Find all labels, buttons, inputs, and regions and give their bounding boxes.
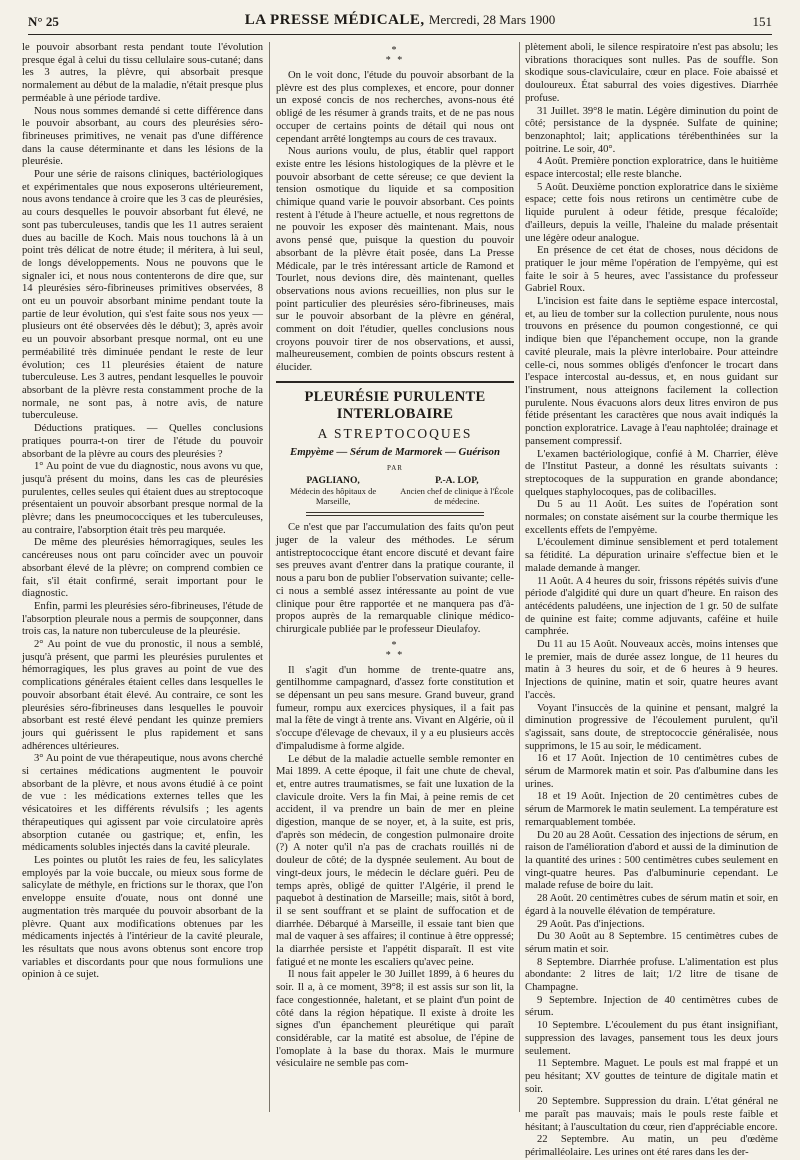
- paragraph: 20 Septembre. Suppression du drain. L'état général ne me paraît pas mauvais; mais le pouls reste faible et hésitant; à l'auscultation du cœur, rien d'appréciable encore.: [525, 1096, 778, 1133]
- paragraph: L'incision est faite dans le septième espace intercostal, et, au lieu de tomber sur la collection purulente, nous nous trouvons en présence du poumon congestionné, ce qui indique bien que l'épanchement occupe, non la grande cavité pleurale, mais la plèvre interlobaire. Pour atteindre celle-ci, nous sommes obligés d'enfoncer le trocart dans l'espace intercostal au-dessus, et, en nous guidant sur l'instrument, nous atteignons facilement la collection purulente. Nous évacuons alors deux litres environ de pus fétide présentant les caractères que nous avait indiqués la ponction exploratrice. Lavage à l'eau naphtolée; drainage et pansement compressif.: [525, 296, 778, 447]
- paragraph: Il nous fait appeler le 30 Juillet 1899, à 6 heures du soir. Il a, à ce moment, 39°8; il est assis sur son lit, la face congestionnée, haletant, et se plaint d'un point de côté dans la région hépatique. Il existe à droite les signes d'un épanchement pleurétique qui paraît considérable, car la matité est absolue, de l'épine de l'omoplate à la base du thorax. Mais le murmure vésiculaire ne semble pas com-: [276, 969, 514, 1070]
- paragraph: Du 11 au 15 Août. Nouveaux accès, moins intenses que le premier, mais de durée assez longue, de 11 heures du matin à 3 heures du soir, et de 6 heures à 9 heures. Injections de quinine, matin et soir, quatre heures avant l'accès.: [525, 639, 778, 701]
- author-name: PAGLIANO,: [306, 475, 360, 487]
- paragraph: 22 Septembre. Au matin, un peu d'œdème périmalléolaire. Les urines ont été rares dans les der-: [525, 1134, 778, 1159]
- column-right: [525, 42, 778, 1159]
- paragraph: L'examen bactériologique, confié à M. Charrier, élève de l'Institut Pasteur, a donné les résultats suivants : streptocoques de la suppuration en grande abondance; quelques staphylocoques, pas de colibacilles.: [525, 448, 778, 498]
- byline-par: PAR: [387, 463, 403, 472]
- paragraph: Voyant l'insuccès de la quinine et pensant, malgré la diminution progressive de l'écoulement purulent, qu'il s'agissait, sans doute, de streptococcie généralisée, nous supprimons, le 15 au soir, le médicament.: [525, 702, 778, 752]
- paragraph: Il s'agit d'un homme de trente-quatre ans, gentilhomme campagnard, d'assez forte constitution et se dépensant un peu sans mesure. Grand buveur, grand fumeur, rompu aux exercices physiques, il a fait pas mal la fête de vingt à trente ans. Vivant en Algérie, où il s'occupe d'élevage de chevaux, il y a eu plusieurs accès d'impaludisme à forme algide.: [276, 664, 514, 752]
- article-subheading: Empyème — Sérum de Marmorek — Guérison: [290, 445, 500, 458]
- paragraph: 16 et 17 Août. Injection de 10 centimètres cubes de sérum de Marmorek matin et soir. Pas d'albumine dans les urines.: [525, 753, 778, 790]
- paragraph: 11 Septembre. Maguet. Le pouls est mal frappé et un peu hésitant; XV gouttes de teinture de digitale matin et soir.: [525, 1058, 778, 1095]
- page-number: 151: [752, 14, 772, 29]
- paragraph: le pouvoir absorbant resta pendant toute l'évolution presque égal à celui du tissu cellulaire sous-cutané; dans les 3 autres, la plèvre, qui absorbait presque normalement au début de la maladie, n'était presque plus perméable à une période tardive.: [22, 42, 263, 104]
- paragraph: L'écoulement diminue sensiblement et perd totalement sa fétidité. La dépuration urinaire s'effectue bien et le malade demande à manger.: [525, 537, 778, 574]
- paragraph: 31 Juillet. 39°8 le matin. Légère diminution du point de côté; persistance de la dyspnée. Sulfate de quinine; benzonaphtol; lait; applications térébenthinées sur la poitrine. Le soir, 40°.: [525, 105, 778, 155]
- paragraph: De même des pleurésies hémorragiques, seules les cancéreuses nous ont paru coïncider avec un pouvoir absorbant élevé de la plèvre; on comprend combien ce fait, s'il était confirmé, serait important pour le diagnostic.: [22, 537, 263, 600]
- paragraph: Pour une série de raisons cliniques, bactériologiques et expérimentales que nous exposerons ultérieurement, nous avons tendance à croire que les 3 cas de pleurésies, au cours desquelles le pouvoir absorbant fut élevé, ne sont pas tuberculeuses, tandis que les 11 autres seraient dues au bacille de Koch. Mais nous touchons là à un point très délicat de notre étude; il méritera, à lui seul, de longs développements. Nous ne pouvons que le signaler ici, et nous nous contenterons de dire que, sur 14 pleurésies séro-fibrineuses primitives observées, 8 ont eu un pouvoir absorbant minime pendant toute la partie de leur évolution, qui s'est faite sous nos yeux — plusieurs ont été observées dès le début); 3, après avoir eu un pouvoir absorbant presque normal, ont eu une perméabilité très diminuée pendant le reste de leur évolution; ces 11 pleurésies étaient de nature tuberculeuse. Les 3 autres, pendant lesquelles le pouvoir absorbant de la plèvre resta constamment proche de la normale, ne sont pas, à notre avis, de nature tuberculeuse.: [22, 169, 263, 422]
- paragraph: Du 5 au 11 Août. Les suites de l'opération sont normales; on constate aisément sur la courbe thermique les excellents effets de l'empyème.: [525, 499, 778, 536]
- paragraph: 10 Septembre. L'écoulement du pus étant insignifiant, suppression des lavages, pansement tous les deux jours seulement.: [525, 1020, 778, 1057]
- paragraph: plètement aboli, le silence respiratoire n'est pas absolu; les vibrations thoraciques sont nulles. Pas de souffle. Son skodique sous-claviculaire, cœur en place. Foie abaissé et douloureux. État saburral des voies digestives. Diarrhée profuse.: [525, 42, 778, 104]
- column-divider: [269, 42, 270, 1112]
- paragraph: 1° Au point de vue du diagnostic, nous avons vu que, jusqu'à présent du moins, dans les cas de pleurésies purulentes, celles seules qui étaient dues au streptocoque présentaient un pouvoir absorbant presque normal de la plèvre; dans les pneumococciques et les tuberculeuses, au contraire, l'absorption était très peu marquée.: [22, 461, 263, 536]
- column-left: [22, 42, 263, 1117]
- section-separator: * * *: [385, 639, 405, 661]
- column-divider: [519, 42, 520, 1112]
- paragraph: 3° Au point de vue thérapeutique, nous avons cherché si certaines médications augmentent le pouvoir absorbant de la plèvre, et nous avons étudié à ce point de vue : les médications externes telles que les vésicatoires et les différents révulsifs ; les agents thérapeutiques qui agissent par voie circulatoire après absorption cutanée ou gastrique; et, enfin, les médicaments solubles injectés dans la cavité pleurale.: [22, 753, 263, 854]
- journal-title: [28, 12, 772, 29]
- author-role: Médecin des hôpitaux de Marseille,: [290, 486, 377, 507]
- paragraph: Les pointes ou plutôt les raies de feu, les salicylates employés par la voie buccale, ou mieux sous forme de salicylate de méthyle, en frictions sur le thorax, que l'on enveloppe ensuite d'ouate, nous ont donné une augmentation très marquée du pouvoir absorbant de la plèvre. Quant aux modifications obtenues par les médicaments injectés à l'intérieur de la cavité pleurale, les résultats que nous avons obtenus sont encore trop variables et discordants pour que nous formulions une opinion à ce sujet.: [22, 855, 263, 981]
- issue-date: Mercredi, 28 Mars 1900: [428, 12, 556, 27]
- issue-number: N° 25: [28, 14, 59, 29]
- paragraph: Ce n'est que par l'accumulation des faits qu'on peut juger de la valeur des méthodes. Le sérum antistreptococcique étant encore discuté et devant faire ses preuves avant d'entrer dans la pratique courante, il nous a paru bon de publier l'observation suivante; celle-ci nous a semblé assez intéressante au point de vue clinique pour être rapportée et ne manquera pas d'à-propos auprès de la remarquable clinique médico-chirurgicale publiée par le professeur Dieulafoy.: [276, 522, 514, 635]
- article-heading-rule: [276, 381, 514, 383]
- paragraph: En présence de cet état de choses, nous décidons de pratiquer le jour même l'opération de l'empyème, qui est faite le soir à 5 heures, avec l'assistance du professeur Gabriel Roux.: [525, 245, 778, 295]
- author-2: [400, 476, 514, 506]
- paragraph: 8 Septembre. Diarrhée profuse. L'alimentation est plus abondante: 2 litres de lait; 1/2 litre de tisane de Champagne.: [525, 956, 778, 994]
- page-header: [28, 10, 772, 35]
- paragraph: Nous nous sommes demandé si cette différence dans le pouvoir absorbant, au cours des pleurésies séro-fibrineuses primitives, ne venait pas d'une différence dans la cause déterminante et dans les lésions de la pleurésie.: [22, 105, 263, 168]
- paragraph: 4 Août. Première ponction exploratrice, dans le huitième espace intercostal; elle reste blanche.: [525, 156, 778, 181]
- author-1: [276, 476, 390, 506]
- section-separator: * * *: [385, 45, 405, 66]
- paragraph: 11 Août. A 4 heures du soir, frissons répétés suivis d'une période d'algidité qui dure un quart d'heure. En raison des antécédents paludéens, une injection de 1 gr. 50 de sulfate de quinine est faite; comme adjuvants, caféine et huile camphrée.: [525, 575, 778, 638]
- author-role: Ancien chef de clinique à l'École de médecine.: [400, 486, 514, 507]
- column-middle: [276, 42, 514, 1117]
- journal-name: LA PRESSE MÉDICALE,: [244, 12, 425, 28]
- paragraph: 2° Au point de vue du pronostic, il nous a semblé, jusqu'à présent, que parmi les pleurésies purulentes et hémorragiques, les plus graves au point de vue des complications générales étaient celles dans lesquelles le pouvoir absorbant était élevé. Au contraire, ce sont les pleurésies séro-fibrineuses dans lesquelles le pouvoir absorbant est resté élevé pendant les quinze premiers jours qui guérissent le plus rapidement et sans adhérences ultérieures.: [22, 639, 263, 752]
- article-subtitle: A STREPTOCOQUES: [317, 425, 473, 441]
- authors: [276, 476, 514, 506]
- paragraph: 5 Août. Deuxième ponction exploratrice dans le sixième espace; cette fois nous retirons un centimètre cube de liquide purulent à odeur fétide, presque fécaloïde; d'ailleurs, depuis la veille, l'haleine du malade présentait une légère odeur analogue.: [525, 181, 778, 244]
- paragraph: 18 et 19 Août. Injection de 20 centimètres cubes de sérum de Marmorek le matin seulement. La température est remarquablement tombée.: [525, 791, 778, 828]
- paragraph: Du 20 au 28 Août. Cessation des injections de sérum, en raison de l'amélioration d'abord et aussi de la diminution de la quantité des urines : 500 centimètres cubes seulement en vingt-quatre heures. Pas d'albuminurie cependant. Le malade refuse de boire du lait.: [525, 829, 778, 892]
- paragraph: Le début de la maladie actuelle semble remonter en Mai 1899. A cette époque, il fait une chute de cheval, et, entre autres traumatismes, se fait une luxation de la clavicule droite. Vers la fin Mai, à peine remis de cet accident, il va prendre un bain de mer en pleine digestion, manque de se noyer, et, à la suite, est pris, d'après son médecin, de congestion pulmonaire droite (?) A noter qu'il n'a pas de crachats rouillés ni de douleur de côté; de la dyspnée seulement. Au bout de vingt-deux jours, le médecin le déclare guéri. Peu de temps après, obligé de quitter l'Algérie, il prend le paquebot à destination de Marseille; mais, sitôt à bord, il se sent souffrant et se plaint de suffocation et de diarrhée. Débarqué à Marseille, il essaie tant bien que mal de vaquer à ses affaires; il continue à être oppressé; la diarrhée persiste et l'appétit disparaît. Il est vite fatigué et ne monte les escaliers qu'avec peine.: [276, 753, 514, 968]
- paragraph: Enfin, parmi les pleurésies séro-fibrineuses, l'étude de l'absorption pleurale nous a permis de soupçonner, dans trois cas, la nature non tuberculeuse de la pleurésie.: [22, 600, 264, 638]
- paragraph: 9 Septembre. Injection de 40 centimètres cubes de sérum.: [525, 994, 778, 1019]
- paragraph: Nous aurions voulu, de plus, établir quel rapport existe entre les lésions histologiques de la plèvre et le pouvoir absorbant de cette séreuse; ce que devient la tension osmotique du liquide et sa composition chimique quand varie le pouvoir absorbant. Ces points restent à l'étude à l'heure actuelle, et nous regrettons de ne pouvoir les exposer dès maintenant. Mais, nous avons pensé que, puisque la question du pouvoir absorbant de la plèvre était posée, dans La Presse Médicale, par le très intéressant article de Ramond et Tourlet, nous devions dire, dès maintenant, quelles observations nous avions recueillies, non plus sur le point particulier des pleurésies séro-fibrineuses, mais sur le pouvoir absorbant de la plèvre en général, comment on doit l'étudier, quelles conclusions nous croyons pouvoir tirer de nos observations, et aussi, malheureusement, combien de points obscurs restent à élucider.: [276, 146, 514, 374]
- paragraph: Déductions pratiques. — Quelles conclusions pratiques pourra-t-on tirer de l'étude du pouvoir absorbant de la plèvre au cours des pleurésies ?: [22, 423, 263, 460]
- paragraph: 28 Août. 20 centimètres cubes de sérum matin et soir, en égard à la nouvelle élévation de température.: [525, 893, 778, 917]
- paragraph: On le voit donc, l'étude du pouvoir absorbant de la plèvre est des plus complexes, et encore, pour donner un exposé concis de nos recherches, avons-nous été obligé de les résumer à grands traits, et de ne pas nous occuper de certains points de détail qui nous ont cependant arrêté longtemps au cours de ces travaux.: [276, 70, 514, 145]
- article-title: PLEURÉSIE PURULENTE INTERLOBAIRE: [304, 388, 486, 422]
- author-name: P.-A. LOP,: [435, 475, 479, 487]
- paragraph: 29 Août. Pas d'injections.: [537, 918, 645, 930]
- paragraph: Du 30 Août au 8 Septembre. 15 centimètres cubes de sérum matin et soir.: [525, 931, 778, 955]
